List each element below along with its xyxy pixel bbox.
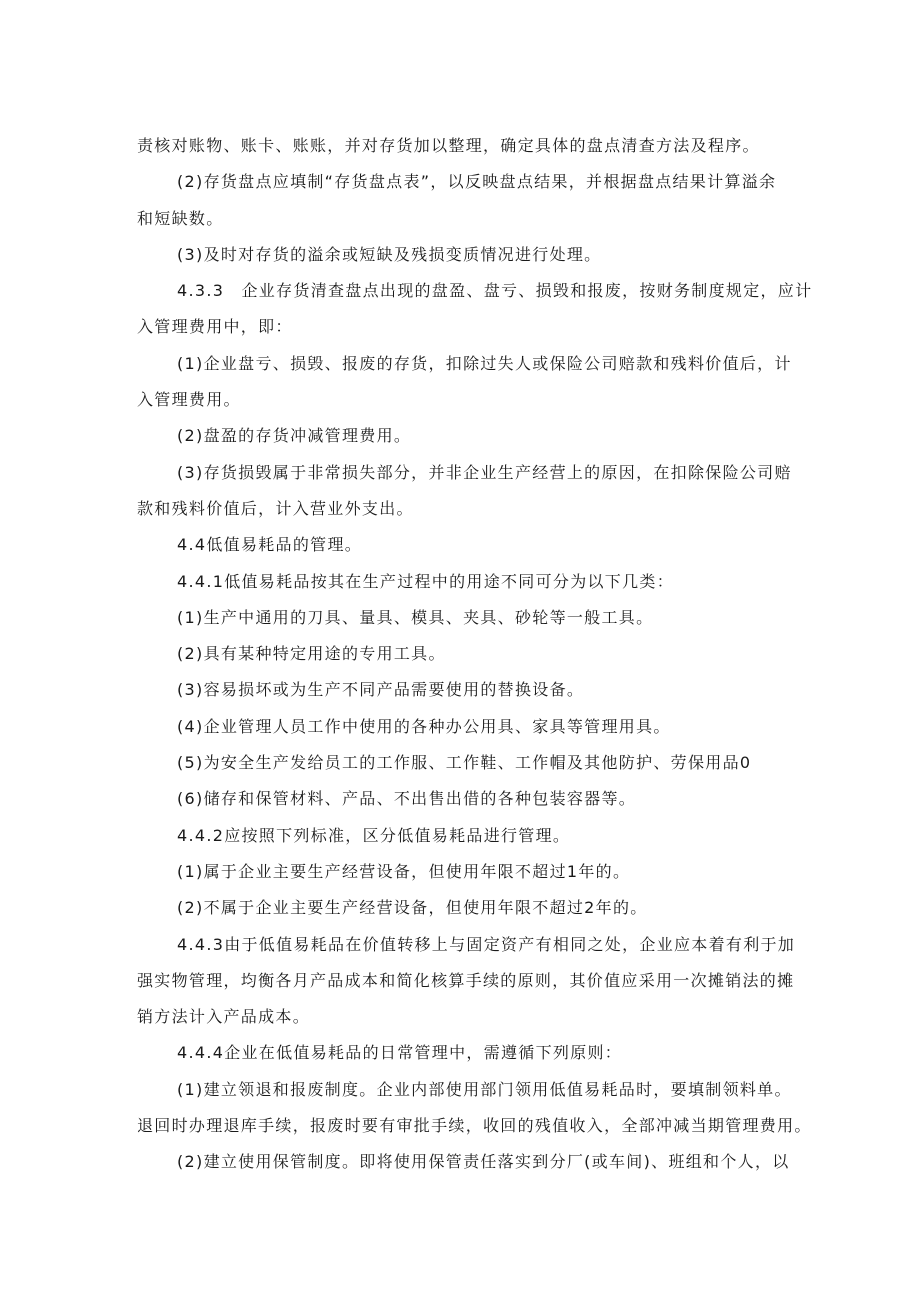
text-line: (3)容易损坏或为生产不同产品需要使用的替换设备。 — [177, 680, 585, 700]
text-line: (5)为安全生产发给员工的工作服、工作鞋、工作帽及其他防护、劳保用品0 — [177, 753, 752, 773]
text-line: (1)生产中通用的刀具、量具、模具、夹具、砂轮等一般工具。 — [177, 607, 654, 627]
text-line: 入管理费用。 — [137, 390, 241, 410]
text-line: 4.4.3由于低值易耗品在价值转移上与固定资产有相同之处，企业应本着有利于加 — [177, 934, 796, 954]
text-line: 款和残料价值后，计入营业外支出。 — [137, 498, 414, 518]
text-line: 销方法计入产品成本。 — [137, 1007, 311, 1027]
text-line: 责核对账物、账卡、账账，并对存货加以整理，确定具体的盘点清查方法及程序。 — [137, 136, 760, 155]
text-line: 强实物管理，均衡各月产品成本和简化核算手续的原则，其价值应采用一次摊销法的摊 — [137, 970, 795, 990]
document-body — [137, 128, 813, 1181]
text-line: (3)及时对存货的溢余或短缺及残损变质情况进行处理。 — [177, 244, 602, 264]
text-line: (1)建立领退和报废制度。企业内部使用部门领用低值易耗品时，要填制领料单。 — [177, 1079, 792, 1099]
text-line: 4.4.2应按照下列标准，区分低值易耗品进行管理。 — [177, 825, 571, 845]
text-line: 和短缺数。 — [137, 208, 224, 228]
text-line: (1)属于企业主要生产经营设备，但使用年限不超过1年的。 — [177, 861, 631, 881]
text-line: (2)建立使用保管制度。即将使用保管责任落实到分厂(或车间)、班组和个人，以 — [177, 1152, 790, 1172]
text-line: (2)盘盈的存货冲减管理费用。 — [177, 426, 412, 446]
text-line: (3)存货损毁属于非常损失部分，并非企业生产经营上的原因，在扣除保险公司赔 — [177, 462, 792, 482]
text-line: 入管理费用中，即： — [137, 317, 293, 337]
text-line: 4.4低值易耗品的管理。 — [177, 535, 363, 555]
text-line: 4.3.3 企业存货清查盘点出现的盘盈、盘亏、损毁和报废，按财务制度规定，应计 — [177, 281, 813, 301]
text-line: (2)存货盘点应填制“存货盘点表”，以反映盘点结果，并根据盘点结果计算溢余 — [177, 172, 777, 192]
text-line: (2)不属于企业主要生产经营设备，但使用年限不超过2年的。 — [177, 898, 648, 918]
text-line: (1)企业盘亏、损毁、报废的存货，扣除过失人或保险公司赔款和残料价值后，计 — [177, 353, 792, 373]
text-line: 退回时办理退库手续，报废时要有审批手续，收回的残值收入，全部冲减当期管理费用。 — [137, 1116, 812, 1136]
text-line: (4)企业管理人员工作中使用的各种办公用具、家具等管理用具。 — [177, 716, 671, 736]
text-line: (6)储存和保管材料、产品、不出售出借的各种包装容器等。 — [177, 789, 637, 809]
text-line: 4.4.1低值易耗品按其在生产过程中的用途不同可分为以下几类： — [177, 571, 675, 591]
text-line: 4.4.4企业在低值易耗品的日常管理中，需遵循下列原则： — [177, 1043, 623, 1063]
text-line: (2)具有某种特定用途的专用工具。 — [177, 644, 446, 664]
